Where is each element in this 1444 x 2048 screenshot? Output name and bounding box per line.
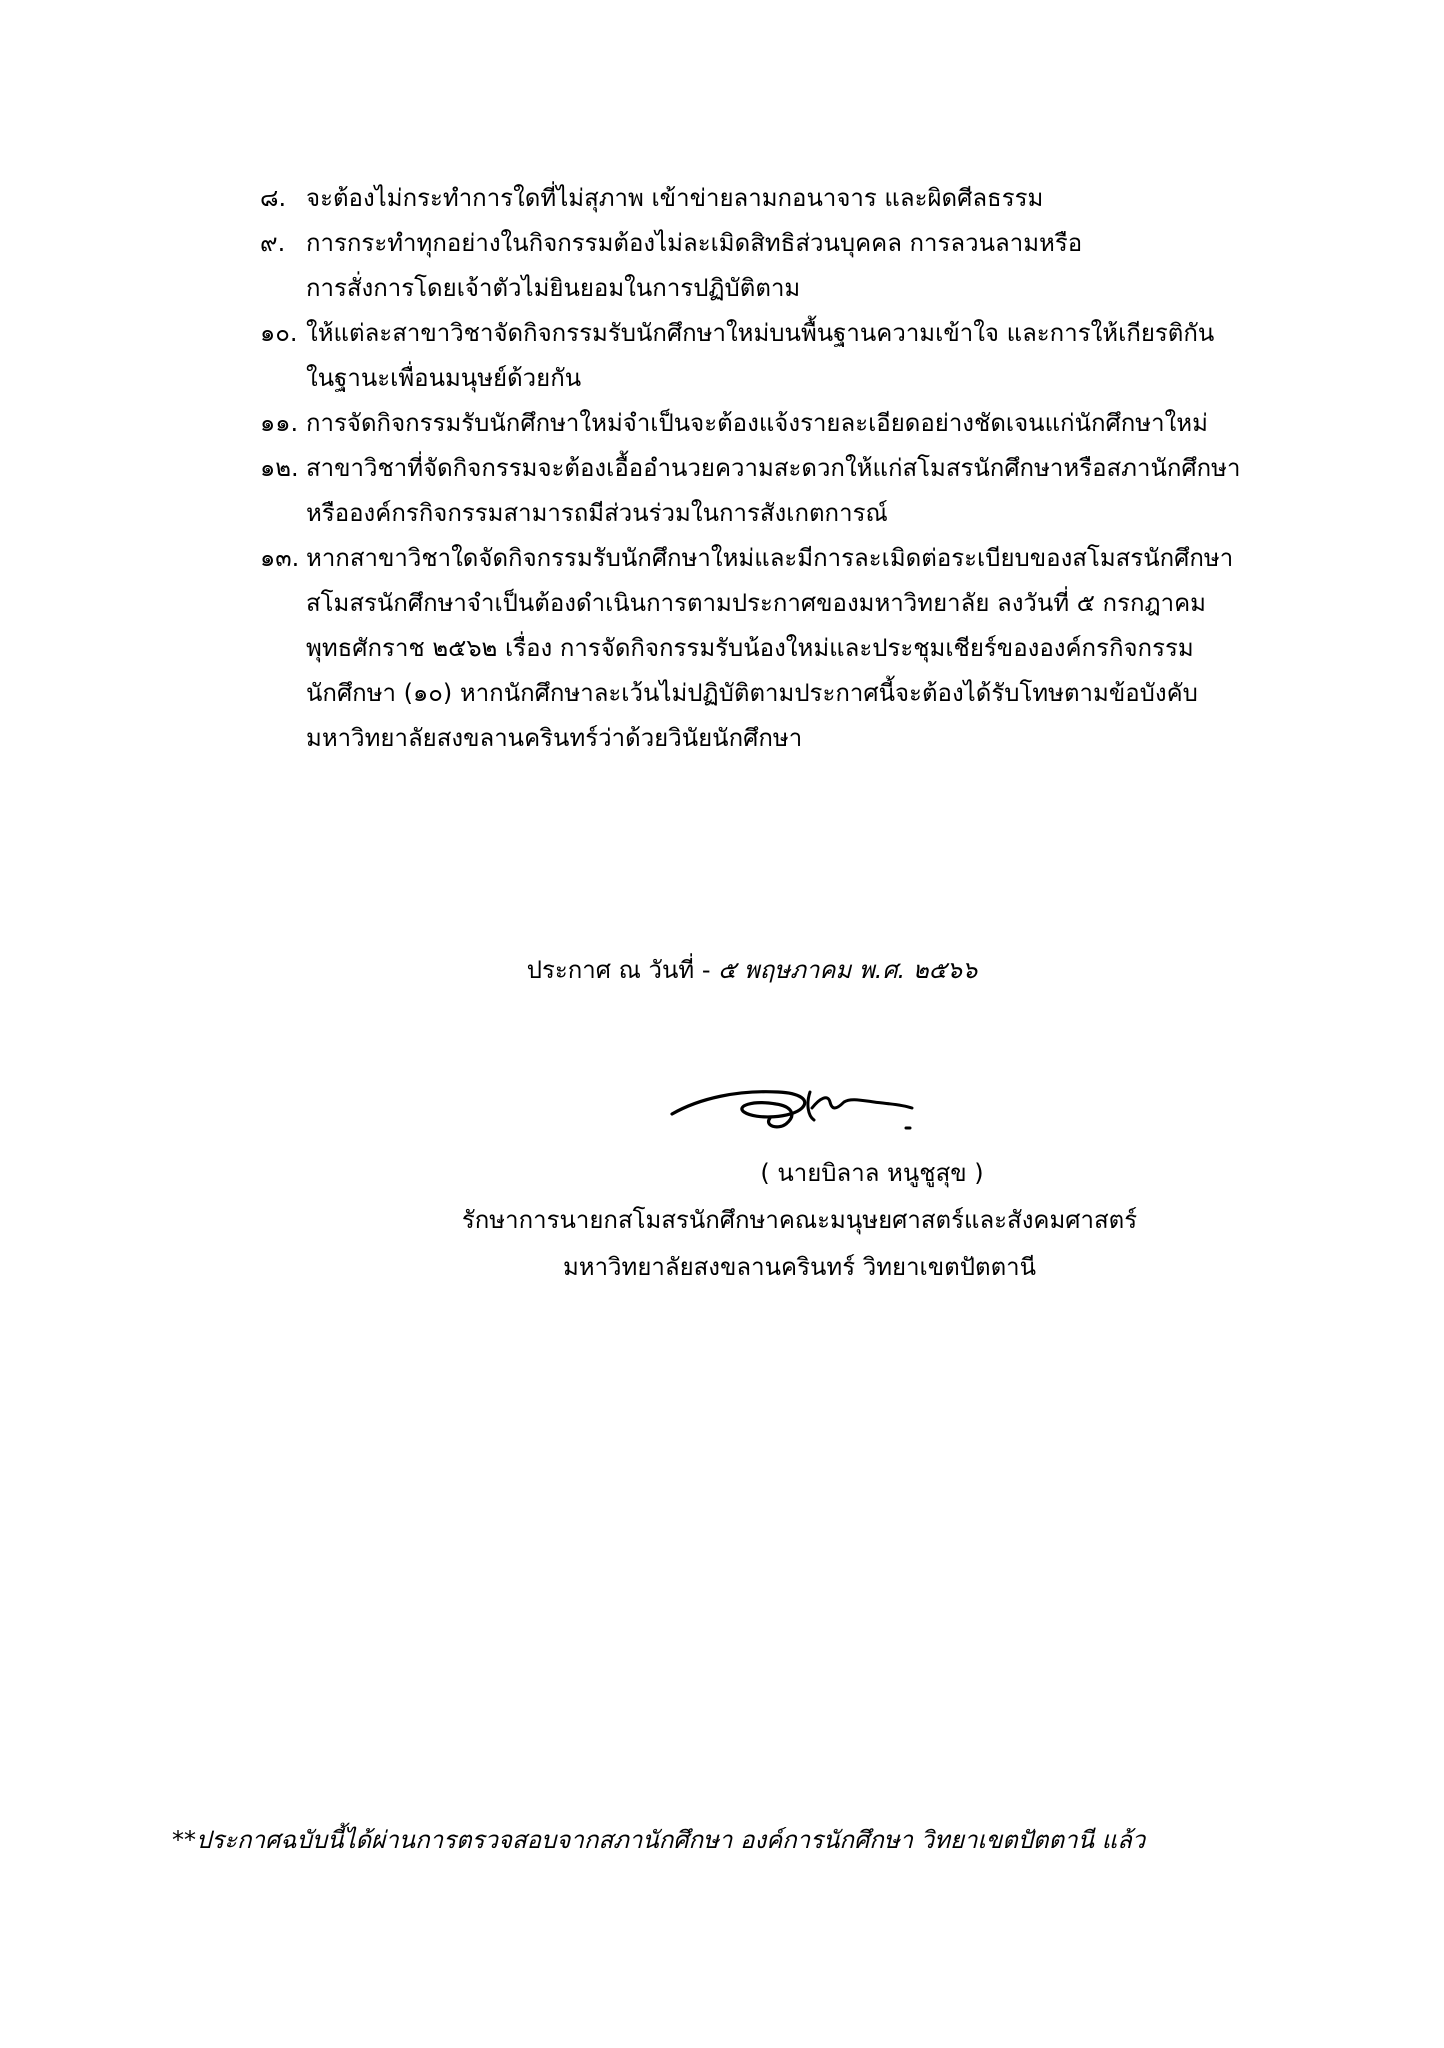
rule-number: ๑๓. xyxy=(260,544,300,572)
rules-list xyxy=(260,176,1290,761)
rule-line: การจัดกิจกรรมรับนักศึกษาใหม่จำเป็นจะต้องแจ้งรายละเอียดอย่างชัดเจนแก่นักศึกษาใหม่ xyxy=(306,409,1208,437)
rule-text xyxy=(306,221,1290,311)
signer-name: ( นายบิลาล หนูชูสุข ) xyxy=(760,1159,984,1187)
rule-number: ๙. xyxy=(260,229,286,257)
signer-position: รักษาการนายกสโมสรนักศึกษาคณะมนุษยศาสตร์และสังคมศาสตร์ xyxy=(461,1206,1138,1234)
rule-text xyxy=(306,401,1290,446)
announcement-date-line xyxy=(0,950,1444,990)
rule-number: ๑๑. xyxy=(260,409,299,437)
rule-line: หรือองค์กรกิจกรรมสามารถมีส่วนร่วมในการสังเกตการณ์ xyxy=(306,499,888,527)
footer-note: **ประกาศฉบับนี้ได้ผ่านการตรวจสอบจากสภานักศึกษา องค์การนักศึกษา วิทยาเขตปัตตานี แล้ว xyxy=(172,1826,1146,1854)
rule-line: การสั่งการโดยเจ้าตัวไม่ยินยอมในการปฏิบัติตาม xyxy=(306,274,801,302)
rule-number: ๘. xyxy=(260,184,287,212)
signer-block xyxy=(0,1150,1444,1291)
rule-line: พุทธศักราช ๒๕๖๒ เรื่อง การจัดกิจกรรมรับน้องใหม่และประชุมเชียร์ขององค์กรกิจกรรม xyxy=(306,634,1194,662)
rule-line: ในฐานะเพื่อนมนุษย์ด้วยกัน xyxy=(306,364,582,392)
rule-text xyxy=(306,176,1290,221)
rule-text xyxy=(306,311,1290,401)
rule-line: การกระทำทุกอย่างในกิจกรรมต้องไม่ละเมิดสิทธิส่วนบุคคล การลวนลามหรือ xyxy=(306,229,1083,257)
signer-organization: มหาวิทยาลัยสงขลานครินทร์ วิทยาเขตปัตตานี xyxy=(562,1253,1037,1281)
rule-number: ๑๒. xyxy=(260,454,299,482)
rule-item xyxy=(260,446,1290,536)
rule-item xyxy=(260,221,1290,311)
rule-line: จะต้องไม่กระทำการใดที่ไม่สุภาพ เข้าข่ายลามกอนาจาร และผิดศีลธรรม xyxy=(306,184,1044,212)
rule-line: ให้แต่ละสาขาวิชาจัดกิจกรรมรับนักศึกษาใหม่บนพื้นฐานความเข้าใจ และการให้เกียรติกัน xyxy=(306,319,1215,347)
handwritten-signature xyxy=(660,1068,940,1138)
rule-text xyxy=(306,536,1290,761)
rule-item xyxy=(260,311,1290,401)
rule-item xyxy=(260,401,1290,446)
rule-line: นักศึกษา (๑๐) หากนักศึกษาละเว้นไม่ปฏิบัติตามประกาศนี้จะต้องได้รับโทษตามข้อบังคับ xyxy=(306,679,1198,707)
rule-text xyxy=(306,446,1290,536)
announcement-prefix: ประกาศ ณ วันที่ - xyxy=(526,956,719,984)
rule-line: หากสาขาวิชาใดจัดกิจกรรมรับนักศึกษาใหม่และมีการละเมิดต่อระเบียบของสโมสรนักศึกษา xyxy=(306,544,1234,572)
rule-line: มหาวิทยาลัยสงขลานครินทร์ว่าด้วยวินัยนักศึกษา xyxy=(306,724,803,752)
rule-item xyxy=(260,176,1290,221)
announcement-date: ๕ พฤษภาคม พ.ศ. ๒๕๖๖ xyxy=(718,956,978,984)
rule-line: สาขาวิชาที่จัดกิจกรรมจะต้องเอื้ออำนวยความสะดวกให้แก่สโมสรนักศึกษาหรือสภานักศึกษา xyxy=(306,454,1241,482)
rule-line: สโมสรนักศึกษาจำเป็นต้องดำเนินการตามประกาศของมหาวิทยาลัย ลงวันที่ ๕ กรกฎาคม xyxy=(306,589,1206,617)
rule-item xyxy=(260,536,1290,761)
rule-number: ๑๐. xyxy=(260,319,298,347)
